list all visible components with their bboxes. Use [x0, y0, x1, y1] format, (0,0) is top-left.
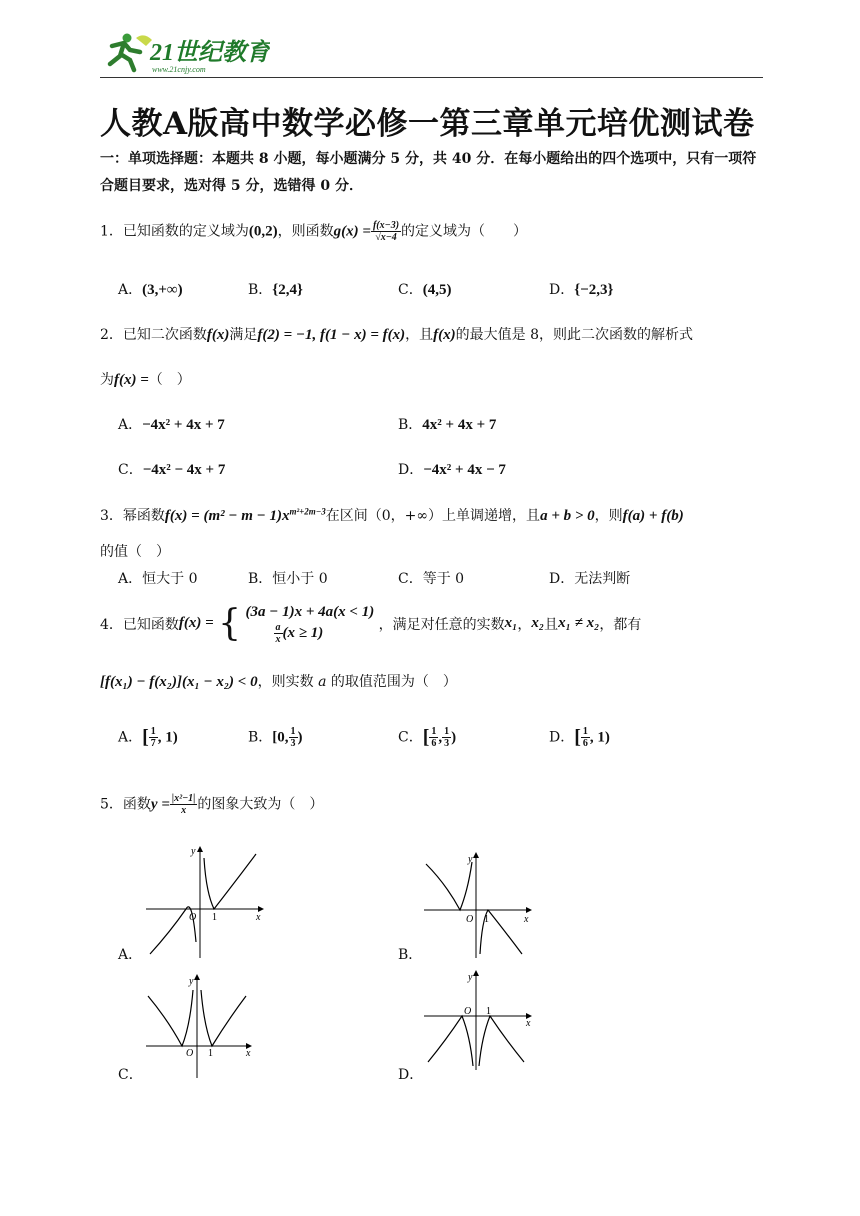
question-2: 2．已知二次函数f(x)满足f(2) = −1, f(1 − x) = f(x)，且f(x)的最大值是 8，则此二次函数的解析式: [100, 327, 694, 343]
q1-option-d[interactable]: D．{−2,3}: [549, 282, 614, 298]
graph-c: [140, 970, 260, 1080]
question-3: 3．幂函数$f(x) = (m^2 - m - 1)x^{m^2+2m-3}$在区间（0，+∞）上单调递增，且a + b > 0，则f(a) + f(b): [100, 506, 684, 524]
page-title: 人教A版高中数学必修一第三章单元培优测试卷: [100, 106, 755, 142]
question-3-line2: 的值（ ）: [100, 544, 170, 560]
header-divider: [100, 77, 763, 78]
question-2-line2: 为f(x) =（ ）: [100, 372, 191, 388]
q2-option-d[interactable]: D．−4x² + 4x − 7: [398, 462, 506, 478]
q3-option-b[interactable]: B．恒小于 0: [248, 571, 328, 587]
question-5: 5．函数y = $\frac{\text{|x²−1|}}{x}$ 的图象大致为（ ）: [100, 793, 324, 816]
svg-text:x: x: [246, 1048, 251, 1059]
q1-option-c[interactable]: C．(4,5): [398, 282, 452, 298]
svg-text:y: y: [468, 854, 473, 865]
svg-text:1: 1: [484, 914, 489, 925]
q4-option-b[interactable]: B．[0, $\frac{1}{3}$ ): [248, 726, 303, 749]
piecewise-brace: {: [218, 602, 242, 644]
logo-runner-icon: [100, 28, 270, 76]
section-instructions: 一：单项选择题：本题共 8 小题，每小题满分 5 分，共 40 分．在每小题给出的四个选项中，只有一项符合题目要求，选对得 5 分，选错得 0 分．: [100, 151, 757, 194]
q5-option-d[interactable]: D．: [398, 1067, 424, 1083]
svg-text:O: O: [189, 912, 197, 923]
logo: [100, 28, 270, 76]
q1-option-b[interactable]: B．{2,4}: [248, 282, 303, 298]
q3-option-c[interactable]: C．等于 0: [398, 571, 465, 587]
svg-text:y: y: [191, 846, 196, 857]
q2-option-b[interactable]: B．4x² + 4x + 7: [398, 417, 497, 433]
q5-option-a[interactable]: A．: [118, 947, 143, 963]
svg-text:y: y: [468, 972, 473, 983]
q5-option-c[interactable]: C．: [118, 1067, 143, 1083]
q5-option-b[interactable]: B．: [398, 947, 423, 963]
graph-b: [420, 850, 540, 960]
svg-text:y: y: [189, 976, 194, 987]
svg-text:x: x: [524, 914, 529, 925]
svg-text:x: x: [526, 1018, 531, 1029]
svg-text:www.21cnjy.com: www.21cnjy.com: [152, 65, 206, 74]
svg-text:O: O: [466, 914, 474, 925]
svg-text:1: 1: [208, 1048, 213, 1059]
q3-option-d[interactable]: D．无法判断: [549, 571, 631, 587]
q3-option-a[interactable]: A．恒大于 0: [118, 571, 198, 587]
q2-option-c[interactable]: C．−4x² − 4x + 7: [118, 462, 226, 478]
q4-option-d[interactable]: D．[ $\frac{1}{6}$ , 1): [549, 726, 610, 749]
question-4: 4．已知函数f(x) = { (3a − 1)x + 4a(x < 1) $\frac{a}{x}$ (x ≥ 1) ，满足对任意的实数x₁，x₂且x₁ ≠ x₂，都有: [100, 602, 642, 645]
svg-text:1: 1: [486, 1006, 491, 1017]
question-1: 1．已知函数的定义域为(0,2)，则函数g(x) = $\frac{f(x-3)}{√x-4}$ 的定义域为（ ）: [100, 220, 528, 243]
q1-option-a[interactable]: A．(3,+∞): [118, 282, 183, 298]
svg-text:1: 1: [212, 912, 217, 923]
q2-option-a[interactable]: A．−4x² + 4x + 7: [118, 417, 225, 433]
q4-option-a[interactable]: A．[ $\frac{1}{7}$ , 1): [118, 726, 178, 749]
svg-text:O: O: [464, 1006, 472, 1017]
question-4-line2: [f(x₁) − f(x₂)](x₁ − x₂) < 0，则实数 a 的取值范围为（ ）: [100, 674, 457, 690]
svg-text:21世纪教育: 21世纪教育: [150, 40, 270, 66]
q4-option-c[interactable]: C．[ $\frac{1}{6}$ , $\frac{1}{3}$ ): [398, 726, 457, 749]
svg-text:O: O: [186, 1048, 194, 1059]
graph-d: [420, 970, 540, 1080]
graph-a: [140, 842, 270, 960]
svg-text:x: x: [256, 912, 261, 923]
